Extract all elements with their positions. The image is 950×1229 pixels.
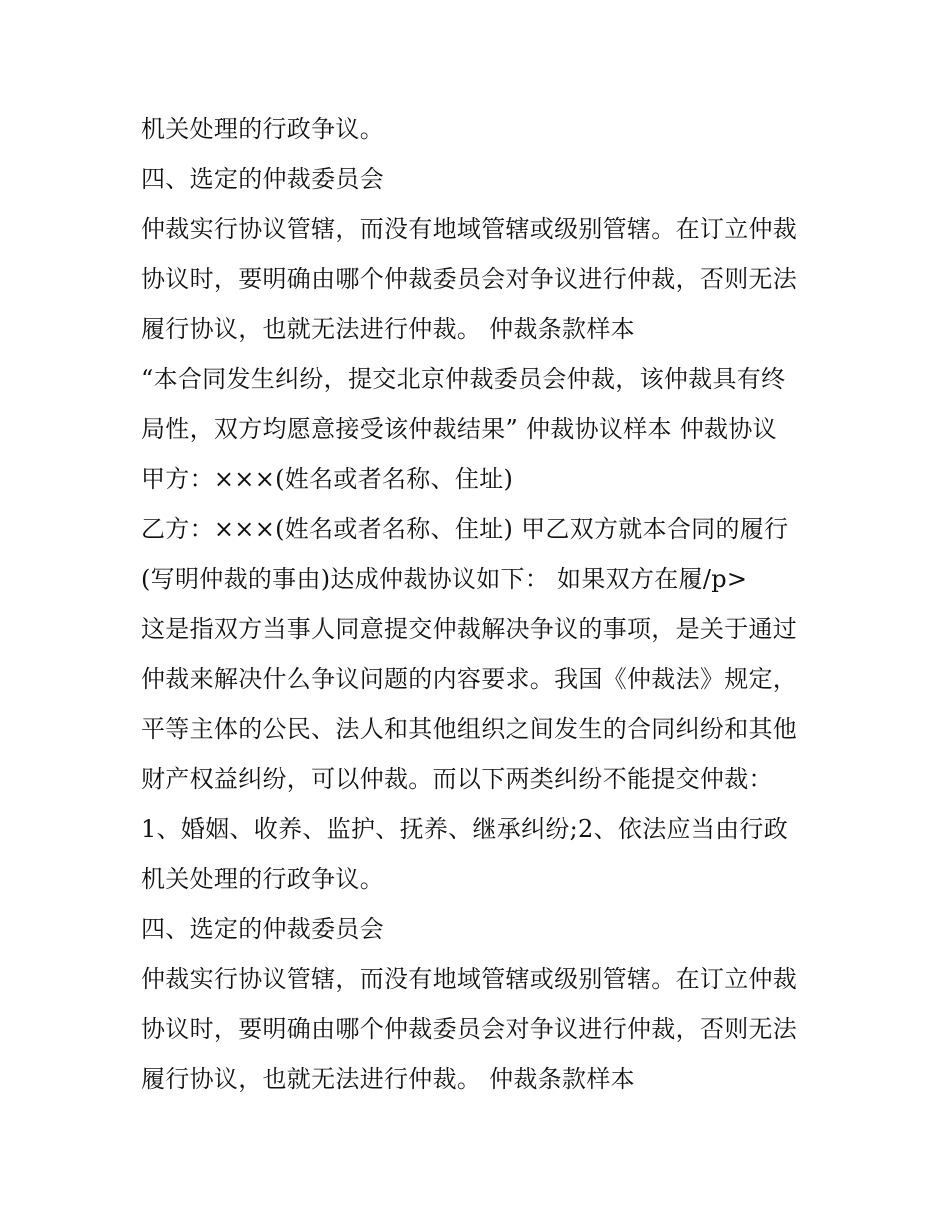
text-line: 仲裁实行协议管辖，而没有地域管辖或级别管辖。在订立仲裁 bbox=[141, 215, 798, 243]
text-line: 机关处理的行政争议。 bbox=[141, 115, 384, 143]
text-line: 仲裁来解决什么争议问题的内容要求。我国《仲裁法》规定， bbox=[141, 665, 798, 693]
text-line: 机关处理的行政争议。 bbox=[141, 865, 384, 893]
text-line: 甲方：×××(姓名或者名称、住址) bbox=[141, 465, 514, 493]
text-line: 乙方：×××(姓名或者名称、住址) 甲乙双方就本合同的履行 bbox=[141, 515, 789, 543]
text-line: 局性，双方均愿意接受该仲裁结果” 仲裁协议样本 仲裁协议 bbox=[141, 415, 777, 443]
text-line: 仲裁实行协议管辖，而没有地域管辖或级别管辖。在订立仲裁 bbox=[141, 965, 798, 993]
text-line: 1、婚姻、收养、监护、抚养、继承纠纷;2、依法应当由行政 bbox=[141, 815, 789, 843]
text-line: 协议时，要明确由哪个仲裁委员会对争议进行仲裁，否则无法 bbox=[141, 265, 798, 293]
section-heading: 四、选定的仲裁委员会 bbox=[141, 165, 384, 193]
text-line: 财产权益纠纷，可以仲裁。而以下两类纠纷不能提交仲裁： bbox=[141, 765, 773, 793]
text-line: “本合同发生纠纷，提交北京仲裁委员会仲裁，该仲裁具有终 bbox=[141, 365, 786, 393]
text-line: 协议时，要明确由哪个仲裁委员会对争议进行仲裁，否则无法 bbox=[141, 1015, 798, 1043]
text-line: 平等主体的公民、法人和其他组织之间发生的合同纠纷和其他 bbox=[141, 715, 798, 743]
document-body bbox=[141, 108, 821, 1108]
section-heading: 四、选定的仲裁委员会 bbox=[141, 915, 384, 943]
text-line: (写明仲裁的事由)达成仲裁协议如下： 如果双方在履/p> bbox=[141, 565, 748, 593]
text-line: 这是指双方当事人同意提交仲裁解决争议的事项，是关于通过 bbox=[141, 615, 798, 643]
text-line: 履行协议，也就无法进行仲裁。 仲裁条款样本 bbox=[141, 1065, 635, 1093]
text-line: 履行协议，也就无法进行仲裁。 仲裁条款样本 bbox=[141, 315, 635, 343]
